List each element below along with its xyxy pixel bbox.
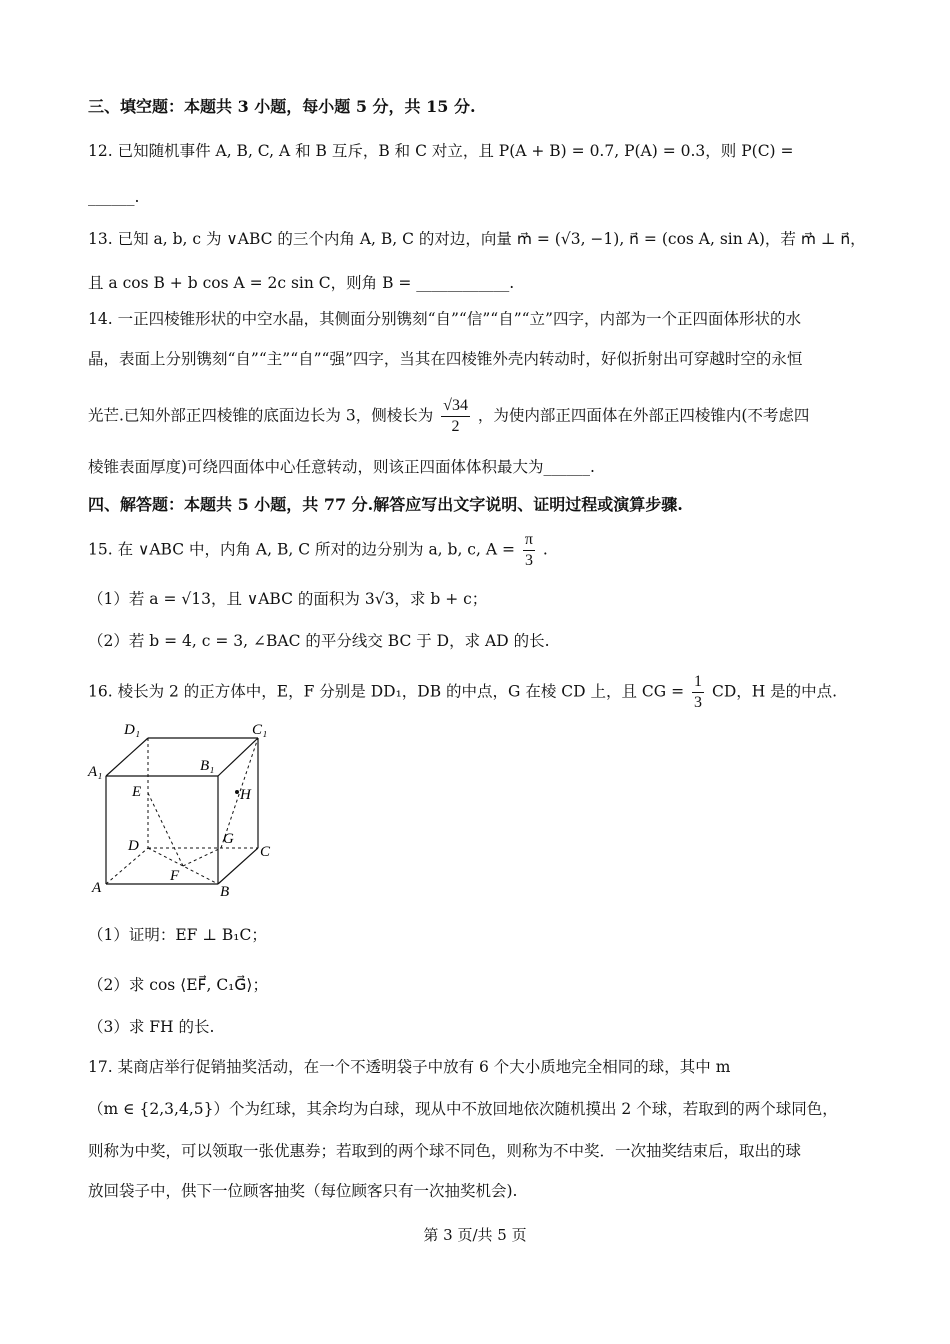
q15-frac-denominator: 3 bbox=[524, 552, 533, 569]
page-footer: 第 3 页/共 5 页 bbox=[423, 1226, 527, 1244]
q14-line-4: 棱锥表面厚度)可绕四面体中心任意转动，则该正四面体体积最大为______. bbox=[88, 458, 595, 476]
cube-figure bbox=[86, 712, 286, 902]
label-h: H bbox=[240, 787, 251, 803]
q15-line-1-end: . bbox=[542, 540, 548, 559]
q14-line-3-start: 光芒.已知外部正四棱锥的底面边长为 3，侧棱长为 bbox=[88, 406, 434, 425]
q14-line-2: 晶，表面上分别镌刻“自”“主”“自”“强”四字，当其在四棱锥外壳内转动时，好似折射出可穿越时空的永恒 bbox=[88, 350, 803, 368]
q16-part-3: （3）求 FH 的长. bbox=[88, 1018, 215, 1036]
edge-a1-d1 bbox=[106, 738, 148, 776]
q16-part-1: （1）证明：EF ⊥ B₁C； bbox=[88, 926, 267, 944]
q16-frac-denominator: 3 bbox=[694, 694, 703, 711]
label-f: F bbox=[170, 868, 180, 884]
edge-a-d bbox=[106, 848, 148, 884]
q15-line-1-start: 15. 在 ∨ABC 中，内角 A, B, C 所对的边分别为 a, b, c, A = bbox=[88, 540, 515, 559]
q14-frac-denominator: 2 bbox=[451, 418, 460, 435]
label-b: B bbox=[220, 884, 230, 900]
q17-line-4: 放回袋子中，供下一位顾客抽奖（每位顾客只有一次抽奖机会). bbox=[88, 1182, 518, 1200]
segment-f-g bbox=[183, 848, 221, 866]
q16-cg-fraction bbox=[692, 672, 704, 713]
q17-line-3: 则称为中奖，可以领取一张优惠券；若取到的两个球不同色，则称为不中奖．一次抽奖结束后，取出的球 bbox=[88, 1142, 802, 1160]
q14-line-1: 14. 一正四棱锥形状的中空水晶，其侧面分别镌刻“自”“信”“自”“立”四字，内部为一个正四面体形状的水 bbox=[88, 310, 801, 328]
label-b1: B₁ bbox=[200, 758, 215, 774]
q15-part-1: （1）若 a = √13，且 ∨ABC 的面积为 3√3，求 b + c； bbox=[88, 590, 488, 608]
q14-side-fraction bbox=[441, 396, 470, 437]
q16-line-1-end: CD，H 是的中点. bbox=[711, 682, 838, 701]
q14-frac-numerator: √34 bbox=[441, 396, 470, 417]
section-3-heading: 三、填空题：本题共 3 小题，每小题 5 分，共 15 分. bbox=[88, 97, 476, 116]
q14-line-3 bbox=[88, 396, 809, 437]
label-g: G bbox=[223, 831, 234, 847]
section-4-heading: 四、解答题：本题共 5 小题，共 77 分.解答应写出文字说明、证明过程或演算步骤. bbox=[88, 495, 683, 514]
point-h bbox=[235, 790, 239, 794]
segment-e-f bbox=[148, 793, 183, 866]
label-e: E bbox=[132, 784, 142, 800]
q17-line-1: 17. 某商店举行促销抽奖活动，在一个不透明袋子中放有 6 个大小质地完全相同的球，其中 m bbox=[88, 1058, 731, 1076]
q13-line-2: 且 a cos B + b cos A = 2c sin C，则角 B = ____________. bbox=[88, 274, 515, 292]
label-c: C bbox=[260, 844, 271, 860]
label-c1: C₁ bbox=[252, 722, 268, 738]
q15-frac-numerator: π bbox=[523, 530, 535, 551]
edge-b-c bbox=[218, 848, 258, 884]
q17-line-2: （m ∈ {2,3,4,5}）个为红球，其余均为白球，现从中不放回地依次随机摸出 2 个球，若取到的两个球同色， bbox=[88, 1100, 838, 1118]
q16-frac-numerator: 1 bbox=[692, 672, 704, 693]
q14-line-3-end: ，为使内部正四面体在外部正四棱锥内(不考虑四 bbox=[477, 406, 810, 425]
q15-angle-fraction bbox=[523, 530, 535, 571]
label-a: A bbox=[92, 880, 102, 896]
label-d1: D₁ bbox=[124, 722, 141, 738]
label-d: D bbox=[128, 838, 139, 854]
q13-line-1: 13. 已知 a, b, c 为 ∨ABC 的三个内角 A, B, C 的对边，向量 m⃗ = (√3, −1), n⃗ = (cos A, sin A)，若 m⃗ ⊥ n⃗， bbox=[88, 230, 866, 248]
label-a1: A₁ bbox=[88, 764, 103, 780]
q16-part-2: （2）求 cos ⟨EF⃗, C₁G⃗⟩； bbox=[88, 976, 268, 994]
q15-line-1 bbox=[88, 530, 548, 571]
q16-line-1 bbox=[88, 672, 837, 713]
q15-part-2: （2）若 b = 4, c = 3, ∠BAC 的平分线交 BC 于 D，求 AD 的长. bbox=[88, 632, 550, 650]
q12-line-1: 12. 已知随机事件 A, B, C, A 和 B 互斥，B 和 C 对立，且 P(A + B) = 0.7, P(A) = 0.3，则 P(C) = bbox=[88, 142, 794, 160]
q16-line-1-start: 16. 棱长为 2 的正方体中，E，F 分别是 DD₁，DB 的中点，G 在棱 CD 上，且 CG = bbox=[88, 682, 685, 701]
q12-line-2: ______. bbox=[88, 188, 140, 206]
